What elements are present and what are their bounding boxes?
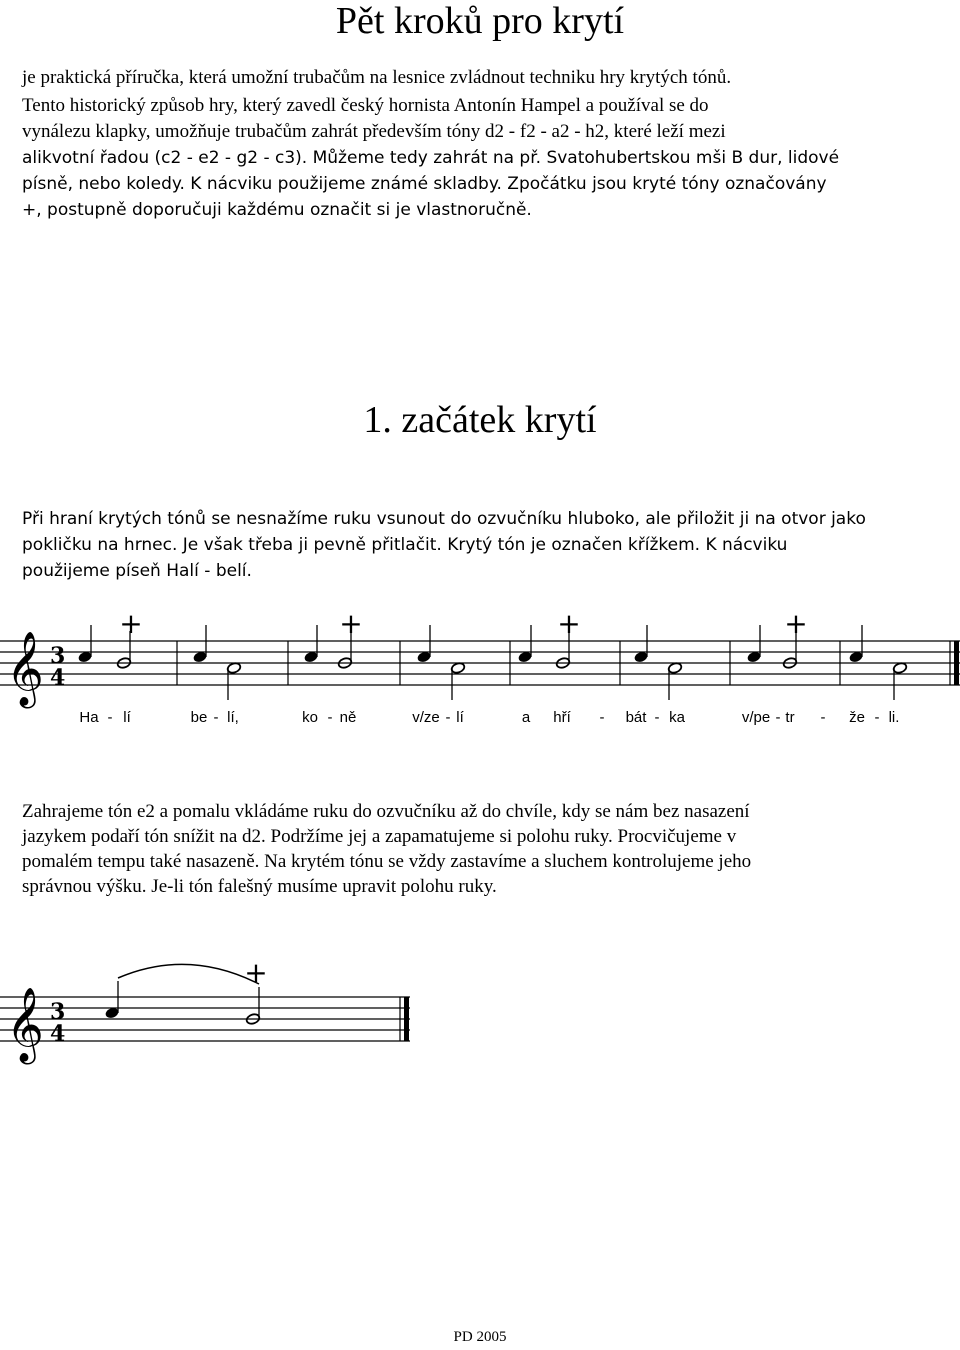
intro-line-6: +, postupně doporučuji každému označit si je vlastnoručně.	[22, 200, 532, 220]
paragraph-2-line-4: správnou výšku. Je-li tón falešný musíme upravit polohu ruky.	[22, 876, 497, 897]
paragraph-2-line-1: Zahrajeme tón e2 a pomalu vkládáme ruku do ozvučníku až do chvíle, kdy se nám bez nasazení	[22, 801, 750, 822]
lyric-hyphen: -	[654, 709, 660, 726]
intro-line-3: vynálezu klapky, umožňuje trubačům zahrát především tóny d2 - f2 - a2 - h2, které leží mezi	[22, 121, 726, 142]
time-signature-bottom: 4	[50, 1021, 66, 1047]
treble-clef-icon: 𝄞	[6, 632, 44, 706]
paragraph-2-line-2: jazykem podaří tón snížit na d2. Podržíme jej a zapamatujeme si polohu ruky. Procvičujeme v	[22, 826, 737, 847]
section1-line-3: použijeme píseň Halí - belí.	[22, 561, 252, 581]
lyric-syllable: ně	[339, 709, 357, 726]
lyric-hyphen: -	[775, 709, 781, 726]
footer-label: PD 2005	[453, 1329, 507, 1345]
lyric-syllable: lí	[456, 709, 464, 726]
section-heading: 1. začátek krytí	[363, 399, 597, 441]
lyric-syllable: v/pe	[741, 709, 771, 726]
lyric-syllable: li.	[888, 709, 900, 726]
lyric-syllable: že	[849, 709, 865, 726]
cover-mark-plus: +	[119, 607, 143, 640]
lyric-syllable: v/ze	[412, 709, 440, 726]
lyric-syllable: ka	[669, 709, 685, 726]
cover-mark-plus: +	[557, 607, 581, 640]
lyric-hyphen: -	[445, 709, 451, 726]
lyric-syllable: ko	[302, 709, 318, 726]
time-signature-top: 3	[50, 999, 66, 1025]
document-title: Pět kroků pro krytí	[335, 0, 625, 42]
intro-line-5: písně, nebo koledy. K nácviku použijeme známé skladby. Zpočátku jsou kryté tóny označovány	[22, 174, 827, 194]
cover-mark-plus: +	[339, 607, 363, 640]
final-barline	[404, 997, 409, 1041]
lyric-syllable: be	[190, 709, 208, 726]
lyric-hyphen: -	[327, 709, 333, 726]
cover-mark-plus: +	[784, 607, 808, 640]
time-signature-bottom: 4	[50, 665, 66, 691]
lyric-syllable: lí	[123, 709, 131, 726]
lyric-syllable: tr	[785, 709, 795, 726]
music-staff-2	[0, 950, 420, 1070]
lyric-hyphen: -	[213, 709, 219, 726]
lyric-hyphen: -	[599, 709, 605, 726]
lyric-syllable: lí,	[227, 709, 239, 726]
intro-line-1: je praktická příručka, která umožní trubačům na lesnice zvládnout techniku hry krytých tónů.	[22, 67, 732, 88]
lyric-syllable: Ha	[79, 709, 99, 726]
section1-line-1: Při hraní krytých tónů se nesnažíme ruku vsunout do ozvučníku hluboko, ale přiložit ji na otvor jako	[22, 509, 866, 529]
staff-lines	[0, 641, 960, 685]
lyric-hyphen: -	[820, 709, 826, 726]
lyric-hyphen: -	[107, 709, 113, 726]
lyric-syllable: hří	[553, 709, 571, 726]
lyric-hyphen: -	[874, 709, 880, 726]
section1-line-2: pokličku na hrnec. Je však třeba ji pevně přitlačit. Krytý tón je označen křížkem. K nácviku	[22, 535, 788, 555]
time-signature-top: 3	[50, 643, 66, 669]
intro-line-2: Tento historický způsob hry, který zavedl český hornista Antonín Hampel a používal se do	[22, 95, 709, 116]
final-barline	[954, 641, 959, 685]
slur	[118, 964, 259, 984]
paragraph-2-line-3: pomalém tempu také nasazeně. Na krytém tónu se vždy zastavíme a sluchem kontrolujeme jeho	[22, 851, 752, 872]
lyric-syllable: bát	[625, 709, 647, 726]
treble-clef-icon: 𝄞	[6, 988, 44, 1062]
intro-line-4: alikvotní řadou (c2 - e2 - g2 - c3). Můžeme tedy zahrát na př. Svatohubertskou mši B dur, lidové	[22, 148, 840, 168]
lyric-syllable: a	[521, 709, 531, 726]
music-staff-1	[0, 600, 960, 750]
cover-mark-plus: +	[244, 956, 268, 989]
